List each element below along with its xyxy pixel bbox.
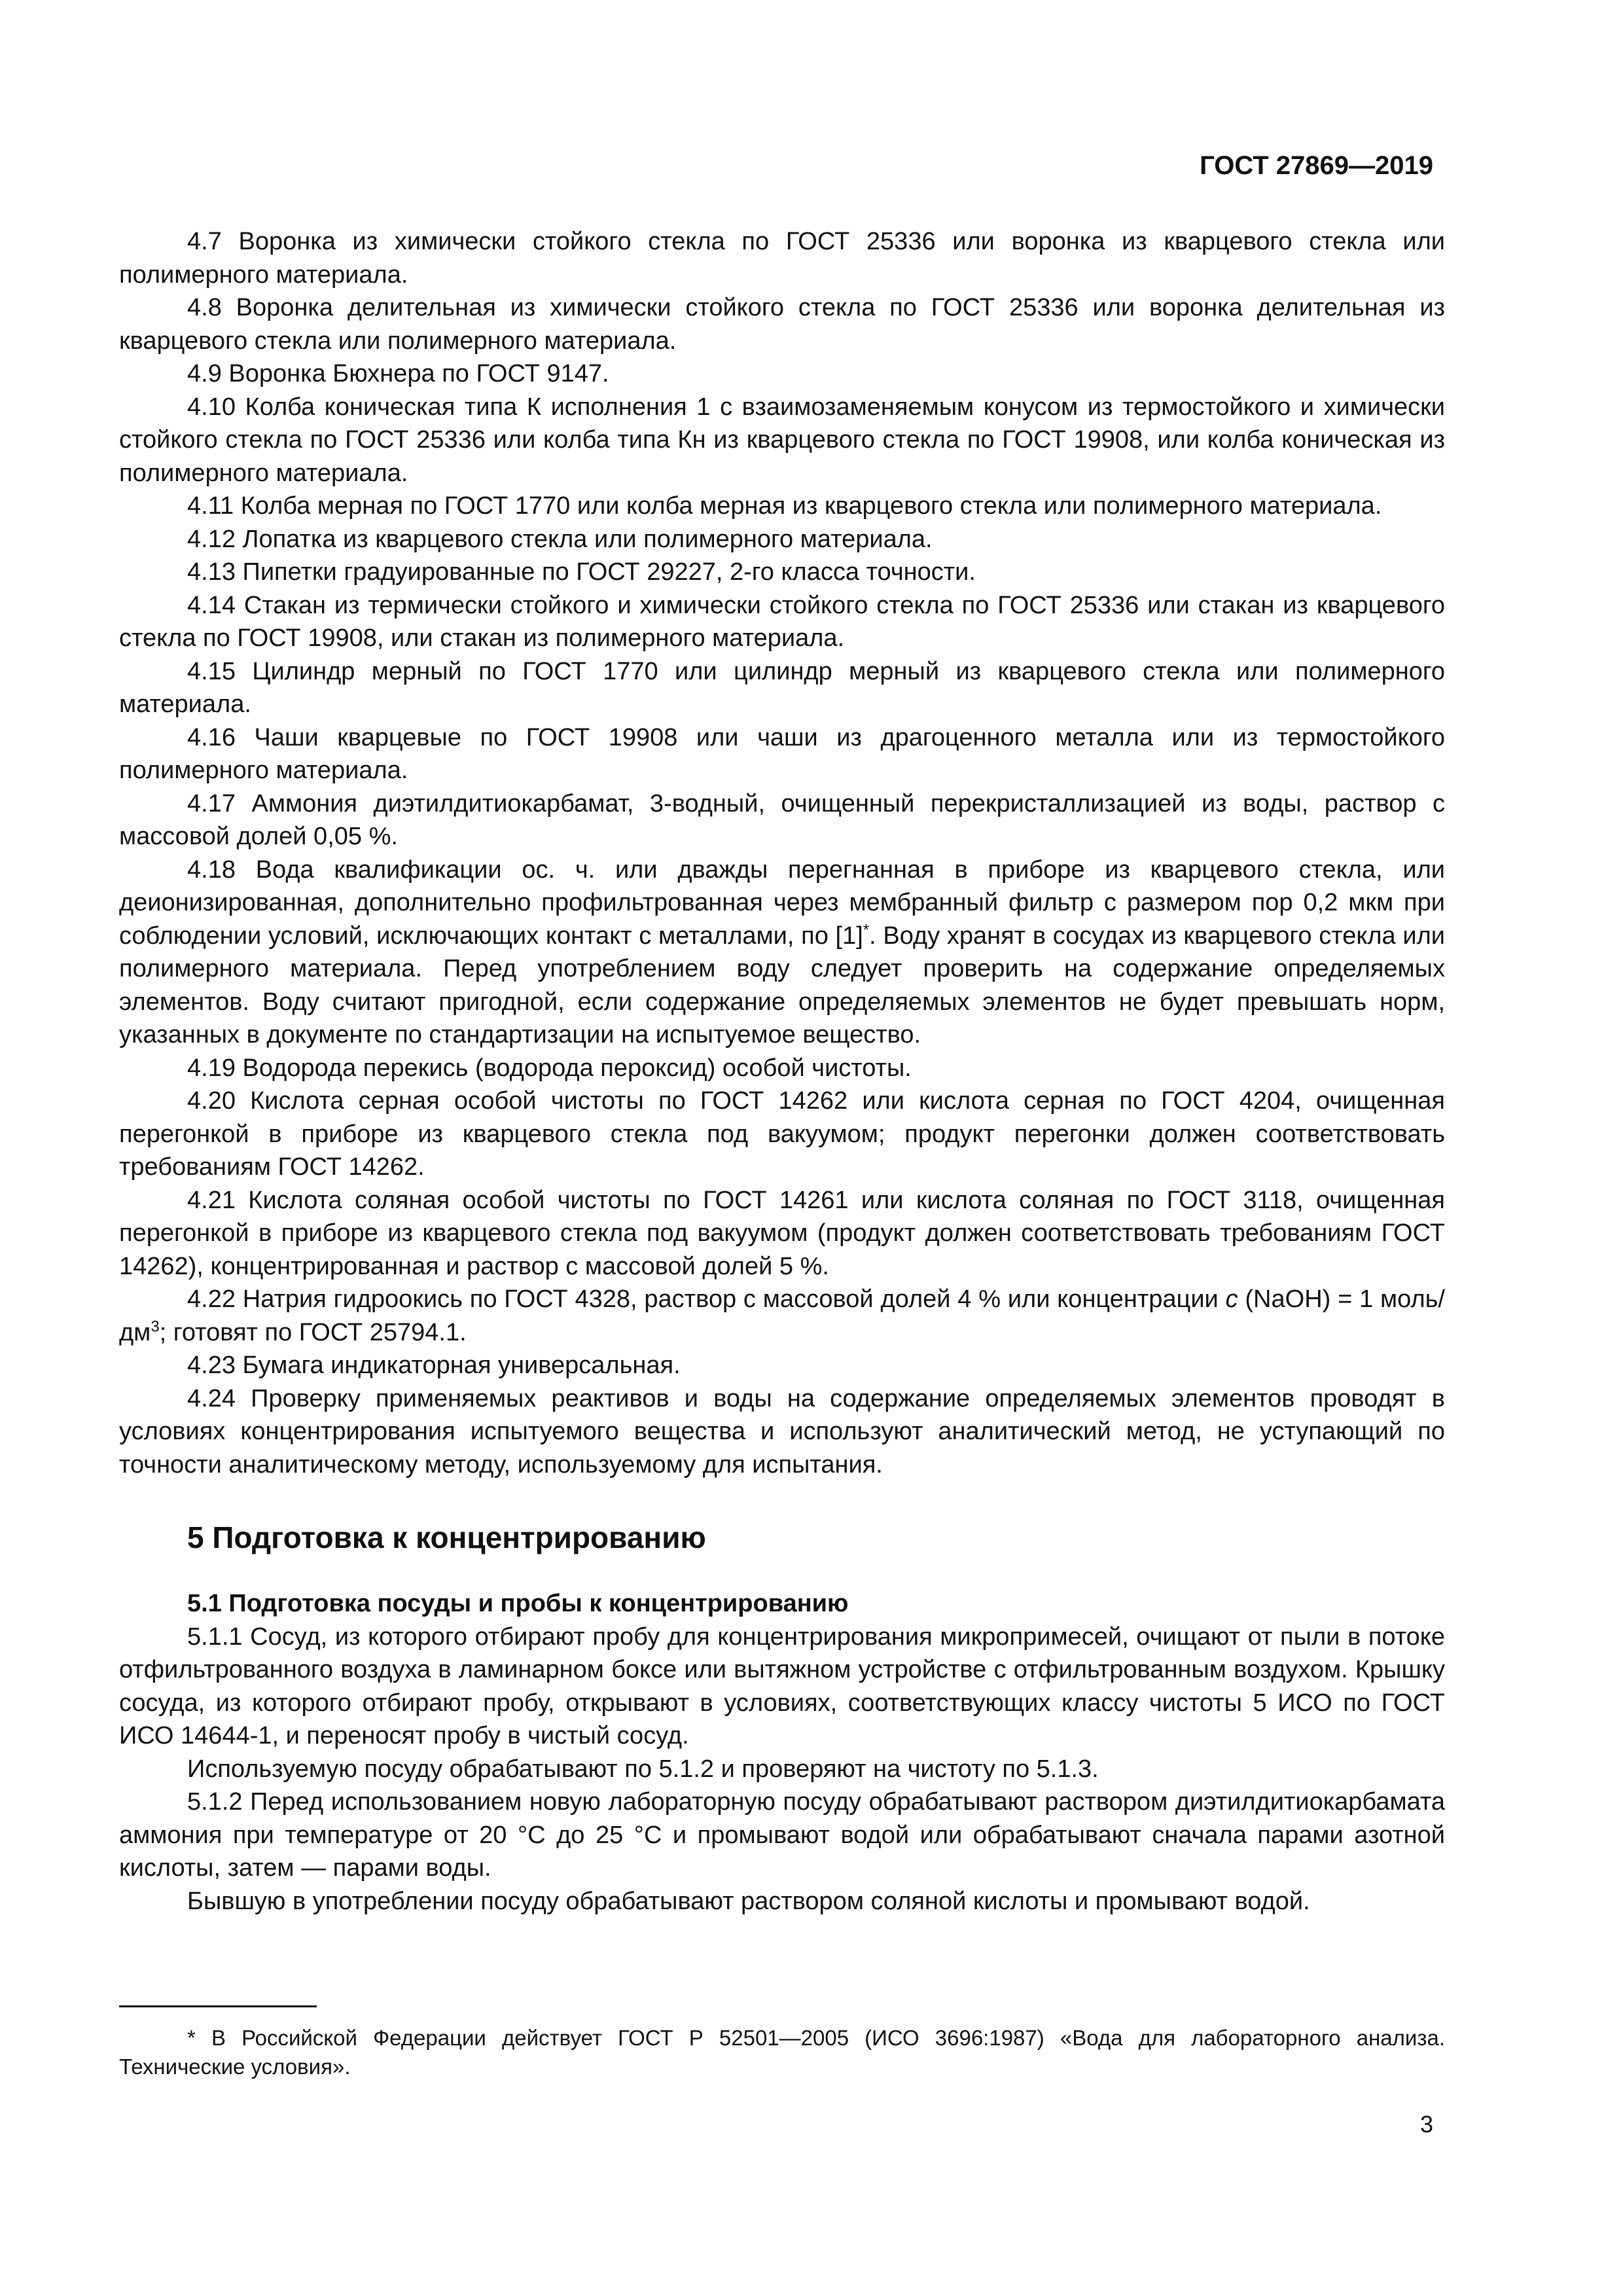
footnote-marker: * [863,920,870,939]
section-5-heading: 5 Подготовка к концентрированию [187,1520,706,1554]
item-4-17: 4.17 Аммония диэтилдитиокарбамат, 3-водный, очищенный перекристаллизацией из воды, раствор с массовой долей 0,05 %. [119,789,1445,850]
page-number: 3 [1419,2111,1433,2138]
item-5-1-1-note: Используемую посуду обрабатывают по 5.1.2 и проверяют на чистоту по 5.1.3. [187,1755,1099,1783]
item-4-22 [119,1283,1445,1349]
section-5-1-heading: 5.1 Подготовка посуды и пробы к концентрированию [187,1590,849,1617]
item-4-8: 4.8 Воронка делительная из химически стойкого стекла по ГОСТ 25336 или воронка делительная из кварцевого стекла или полимерного материала. [119,294,1445,355]
item-4-15: 4.15 Цилиндр мерный по ГОСТ 1770 или цилиндр мерный из кварцевого стекла или полимерного материала. [119,657,1445,718]
item-4-24: 4.24 Проверку применяемых реактивов и воды на содержание определяемых элементов проводят в условиях концентрирования испытуемого вещества и используют аналитический метод, не уступающий по точности аналитическому методу, используемому для испытания. [119,1384,1445,1479]
item-4-20: 4.20 Кислота серная особой чистоты по ГОСТ 14262 или кислота серная по ГОСТ 4204, очищенная перегонкой в приборе из кварцевого стекла под вакуумом; продукт перегонки должен соответствовать требованиям ГОСТ 14262. [119,1087,1445,1181]
standard-id: ГОСТ 27869—2019 [1200,151,1433,180]
item-4-22-text-start: 4.22 Натрия гидроокись по ГОСТ 4328, раствор с массовой долей 4 % или концентрации [187,1285,1226,1313]
item-4-12: 4.12 Лопатка из кварцевого стекла или полимерного материала. [187,525,933,553]
item-5-1-2-used: Бывшую в употреблении посуду обрабатывают раствором соляной кислоты и промывают водой. [187,1887,1310,1915]
item-4-16: 4.16 Чаши кварцевые по ГОСТ 19908 или чаши из драгоценного металла или из термостойкого полимерного материала. [119,723,1445,784]
item-5-1-1: 5.1.1 Сосуд, из которого отбирают пробу для концентрирования микропримесей, очищают от пыли в потоке отфильтрованного воздуха в ламинарном боксе или вытяжном устройстве с отфильтрованным воздухом. Крышку сосуда, из которого отбирают пробу, открывают в условиях, соответствующих классу чистоты 5 ИСО по ГОСТ ИСО 14644-1, и переносят пробу в чистый сосуд. [119,1623,1445,1749]
body-text [119,225,1445,1918]
item-4-7: 4.7 Воронка из химически стойкого стекла по ГОСТ 25336 или воронка из кварцевого стекла или полимерного материала. [119,228,1445,289]
concentration-symbol: c [1225,1285,1238,1313]
footnote-divider [119,2005,317,2007]
item-4-18-text-end: . Воду хранят в сосудах из кварцевого стекла или полимерного материала. Перед употреблением воду следует проверить на содержание определяемых элементов. Воду считают пригодной, если содержание определяемых элементов не будет превышать норм, указанных в документе по стандартизации на испытуемое вещество. [119,922,1446,1049]
item-4-22-formula: (NaOH) = 1 моль/дм [119,1285,1445,1346]
item-4-9: 4.9 Воронка Бюхнера по ГОСТ 9147. [187,360,609,387]
item-4-11: 4.11 Колба мерная по ГОСТ 1770 или колба мерная из кварцевого стекла или полимерного материала. [187,492,1382,520]
item-4-18 [119,853,1445,1052]
footnote: * В Российской Федерации действует ГОСТ Р 52501—2005 (ИСО 3696:1987) «Вода для лабораторного анализа. Технические условия». [119,2026,1445,2079]
item-4-13: 4.13 Пипетки градуированные по ГОСТ 29227, 2-го класса точности. [187,558,976,586]
item-4-19: 4.19 Водорода перекись (водорода пероксид) особой чистоты. [187,1054,912,1082]
item-4-14: 4.14 Стакан из термически стойкого и химически стойкого стекла по ГОСТ 25336 или стакан из кварцевого стекла по ГОСТ 19908, или стакан из полимерного материала. [119,591,1445,652]
item-4-10: 4.10 Колба коническая типа К исполнения 1 с взаимозаменяемым конусом из термостойкого и химически стойкого стекла по ГОСТ 25336 или колба типа Кн из кварцевого стекла по ГОСТ 19908, или колба коническая из полимерного материала. [119,393,1445,487]
item-4-23: 4.23 Бумага индикаторная универсальная. [187,1352,681,1379]
item-4-21: 4.21 Кислота соляная особой чистоты по ГОСТ 14261 или кислота соляная по ГОСТ 3118, очищенная перегонкой в приборе из кварцевого стекла под вакуумом (продукт должен соответствовать требованиям ГОСТ 14262), концентрированная и раствор с массовой долей 5 %. [119,1186,1445,1280]
cubic-exponent: 3 [151,1317,160,1335]
item-4-22-text-end: ; готовят по ГОСТ 25794.1. [159,1318,467,1346]
item-4-18-text-start: 4.18 Вода квалификации ос. ч. или дважды перегнанная в приборе из кварцевого стекла, или деионизированная, дополнительно профильтрованная через мембранный фильтр с размером пор 0,2 мкм при соблюдении условий, исключающих контакт с металлами, по [1] [119,855,1445,950]
item-5-1-2: 5.1.2 Перед использованием новую лабораторную посуду обрабатывают раствором диэтилдитиокарбамата аммония при температуре от 20 °С до 25 °С и промывают водой или обрабатывают сначала парами азотной кислоты, затем — парами воды. [119,1788,1445,1882]
